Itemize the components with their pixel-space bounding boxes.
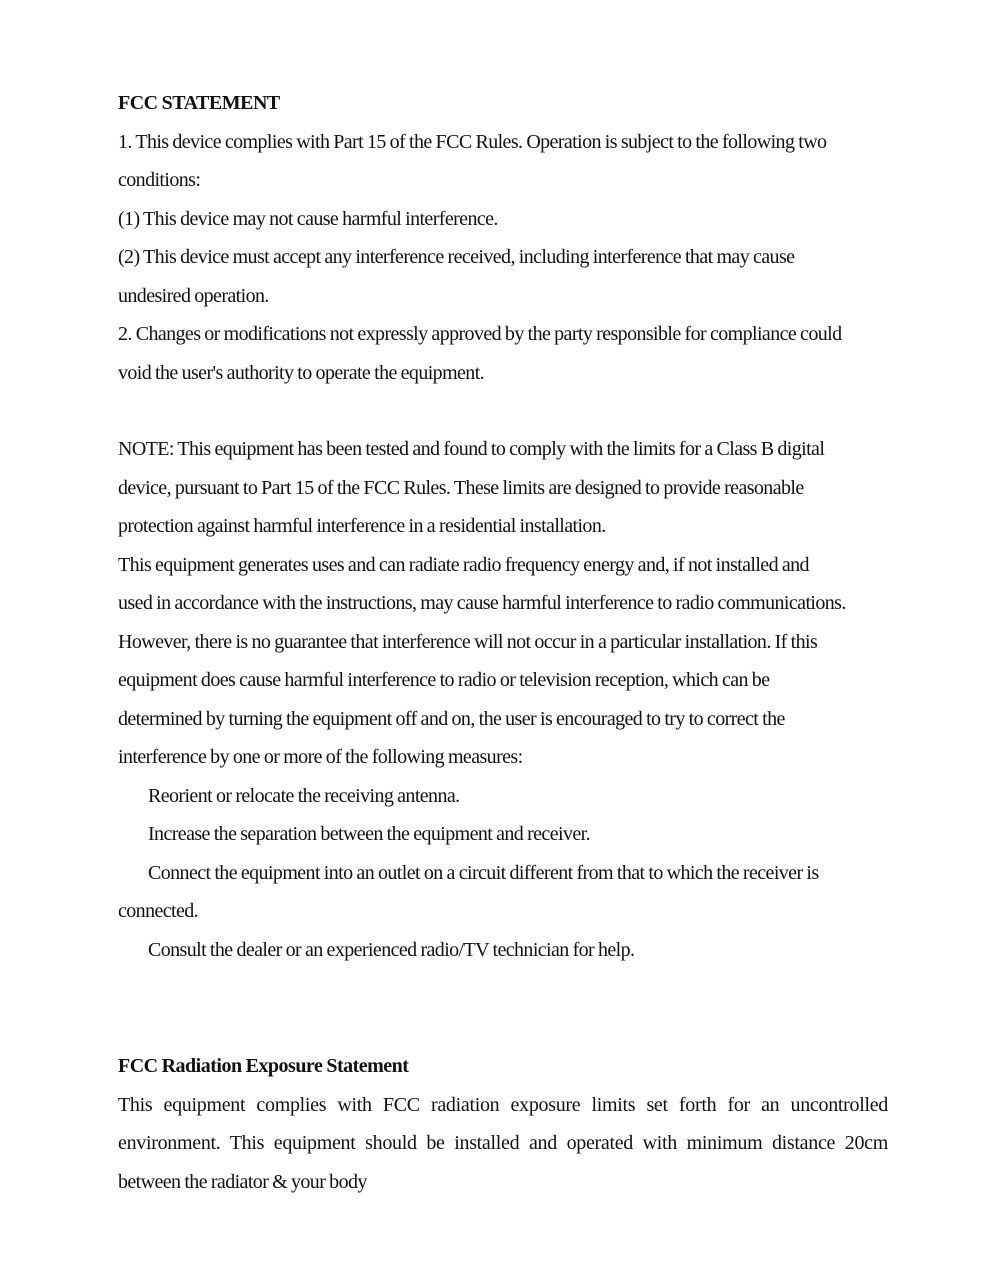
note-line9: interference by one or more of the following measures: [118,746,523,768]
radiation-heading: FCC Radiation Exposure Statement [118,1055,409,1077]
section-spacer [118,392,888,430]
item1-line2: conditions: [118,169,201,191]
fcc-statement-heading: FCC STATEMENT [118,92,280,114]
note-line2: device, pursuant to Part 15 of the FCC Rules. These limits are designed to provide reasonable [118,476,804,499]
item2-line1: 2. Changes or modifications not expressly approved by the party responsible for compliance could [118,323,842,345]
measure-4: Consult the dealer or an experienced radio/TV technician for help. [148,938,635,961]
measure-2: Increase the separation between the equipment and receiver. [148,823,590,845]
item2-line2: void the user's authority to operate the equipment. [118,361,485,384]
note-line3: protection against harmful interference in a residential installation. [118,515,606,537]
radiation-line3: between the radiator & your body [118,1170,367,1193]
measure-1: Reorient or relocate the receiving antenna. [148,784,460,807]
measure-3-line2: connected. [118,900,199,922]
note-line5: used in accordance with the instructions, may cause harmful interference to radio communications. [118,592,846,614]
note-line8: determined by turning the equipment off and on, the user is encouraged to try to correct the [118,707,785,730]
note-line4: This equipment generates uses and can radiate radio frequency energy and, if not installed and [118,553,809,576]
radiation-line1: This equipment complies with FCC radiation exposure limits set forth for an uncontrolled [118,1093,888,1116]
condition-1: (1) This device may not cause harmful interference. [118,207,498,230]
condition-2-line2: undesired operation. [118,284,269,307]
note-line7: equipment does cause harmful interference to radio or television reception, which can be [118,669,770,691]
condition-2-line1: (2) This device must accept any interference received, including interference that may cause [118,246,795,268]
note-line6: However, there is no guarantee that interference will not occur in a particular installation. If this [118,630,818,653]
item1-line1: 1. This device complies with Part 15 of the FCC Rules. Operation is subject to the following two [118,130,827,153]
document-page [118,84,888,1201]
radiation-line2: environment. This equipment should be installed and operated with minimum distance 20cm [118,1132,888,1154]
note-line1: NOTE: This equipment has been tested and found to comply with the limits for a Class B digital [118,438,825,460]
section-spacer-large [118,969,888,1047]
measure-3-line1: Connect the equipment into an outlet on a circuit different from that to which the receiver is [148,861,819,884]
